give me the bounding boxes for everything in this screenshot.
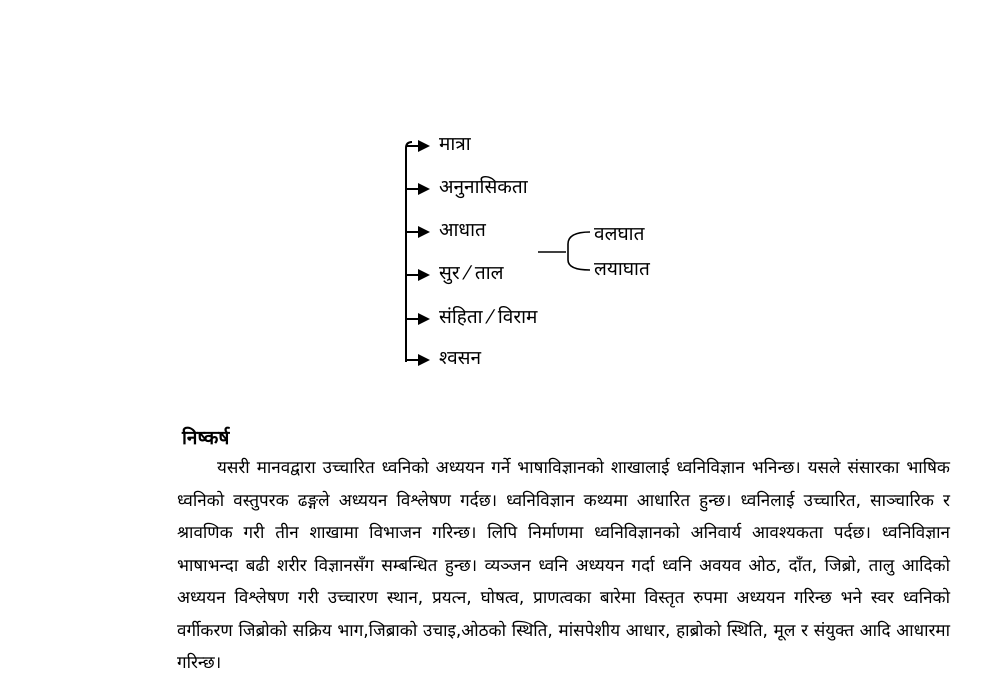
conclusion-heading: निष्कर्ष — [182, 427, 230, 449]
sub-branch-label-walghat: वलघात — [594, 223, 645, 245]
branch-arrow-5 — [406, 313, 430, 325]
branch-arrow-2 — [406, 183, 430, 195]
branch-label-sur-tal: सुर ⁄ ताल — [439, 262, 504, 284]
sub-branch-brace — [568, 232, 590, 270]
conclusion-paragraph: यसरी मानवद्वारा उच्चारित ध्वनिको अध्ययन गर्ने भाषाविज्ञानको शाखालाई ध्वनिविज्ञान भनिन्छ। यसले संसारका भाषिक ध्वनिको वस्तुपरक ढङ्गले अध्ययन विश्लेषण गर्दछ। ध्वनिविज्ञान कथ्यमा आधारित हुन्छ। ध्वनिलाई उच्चारित, साञ्चारिक र श्रावणिक गरी तीन शाखामा विभाजन गरिन्छ। लिपि निर्माणमा ध्वनिविज्ञानको अनिवार्य आवश्यकता पर्दछ। ध्वनिविज्ञान भाषाभन्दा बढी शरीर विज्ञानसँग सम्बन्धित हुन्छ। व्यञ्जन ध्वनि अध्ययन गर्दा ध्वनि अवयव ओठ, दाँत, जिब्रो, तालु आदिको अध्ययन विश्लेषण गरी उच्चारण स्थान, प्रयत्न, घोषत्व, प्राणत्वका बारेमा विस्तृत रुपमा अध्ययन गरिन्छ भने स्वर ध्वनिको वर्गीकरण जिब्रोको सक्रिय भाग,जिब्राको उचाइ,ओठको स्थिति, मांसपेशीय आधार, हाब्रोको स्थिति, मूल र संयुक्त आदि आधारमा गरिन्छ। — [177, 458, 950, 673]
branch-label-matra: मात्रा — [439, 133, 471, 155]
branch-label-shwasan: श्वसन — [439, 347, 482, 369]
branch-arrow-6 — [406, 354, 430, 366]
sub-branch-label-layaghat: लयाघात — [594, 258, 650, 280]
branch-label-sanhita-viram: संहिता ⁄ विराम — [439, 306, 538, 328]
branch-label-anunasikata: अनुनासिकता — [439, 176, 528, 198]
branch-arrow-4 — [406, 269, 430, 281]
branch-arrow-3 — [406, 226, 430, 238]
branch-label-adhat: आधात — [439, 219, 486, 241]
